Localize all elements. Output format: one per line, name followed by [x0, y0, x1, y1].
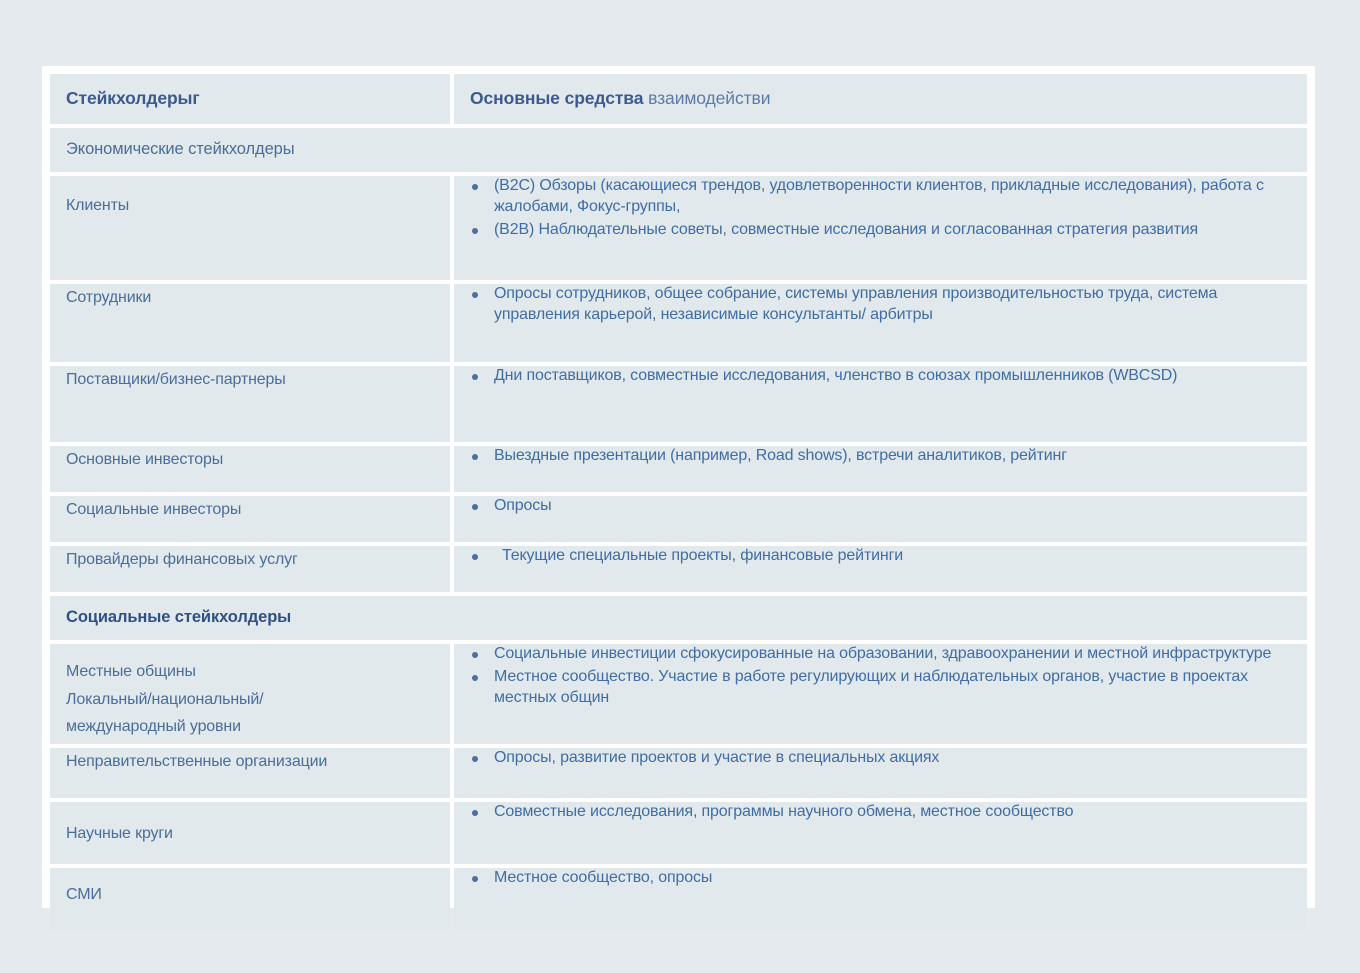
table-body	[50, 74, 1307, 930]
row-label-line: Научные круги	[66, 825, 173, 842]
bullet-list	[454, 366, 1307, 387]
row-label-line: Провайдеры финансовых услуг	[66, 551, 298, 568]
table-row	[50, 644, 1307, 744]
row-label-cell-financial-providers	[50, 546, 450, 592]
row-label-line: Местные общины	[66, 663, 196, 680]
bullet-dot-icon	[472, 810, 478, 816]
bullet-list	[454, 802, 1307, 823]
table-row	[50, 176, 1307, 280]
row-content-cell-employees	[454, 284, 1307, 362]
row-label-line: Социальные инвесторы	[66, 501, 242, 518]
row-label-line: СМИ	[66, 886, 102, 903]
row-label-cell-media	[50, 868, 450, 930]
section-row-social	[50, 596, 1307, 640]
list-item-text: Совместные исследования, программы научного обмена, местное сообщество	[494, 803, 1074, 820]
header-text-engagement-strong: Основные средства	[470, 88, 644, 108]
table-header-row	[50, 74, 1307, 124]
bullet-dot-icon	[472, 292, 478, 298]
row-label-cell-ngo	[50, 748, 450, 798]
list-item-text: Местное сообщество. Участие в работе регулирующих и наблюдательных органов, участие в проектах местных общин	[494, 667, 1249, 706]
row-content-cell-financial-providers	[454, 546, 1307, 592]
bullet-dot-icon	[472, 652, 478, 658]
list-item	[454, 220, 1307, 241]
row-label-media	[50, 868, 450, 909]
row-label-financial-providers	[50, 546, 450, 574]
list-item	[454, 366, 1307, 387]
table-row	[50, 546, 1307, 592]
row-label-cell-suppliers	[50, 366, 450, 442]
row-label-line: Основные инвесторы	[66, 451, 224, 468]
bullet-dot-icon	[472, 228, 478, 234]
row-label-academia	[50, 802, 450, 848]
row-content-cell-communities	[454, 644, 1307, 744]
bullet-dot-icon	[472, 554, 478, 560]
list-item-text: (B2B) Наблюдательные советы, совместные исследования и согласованная стратегия развития	[494, 220, 1199, 238]
table-row	[50, 446, 1307, 492]
bullet-list	[454, 496, 1307, 517]
list-item	[454, 868, 1307, 889]
row-label-cell-key-investors	[50, 446, 450, 492]
bullet-list	[454, 446, 1307, 467]
row-content-cell-social-investors	[454, 496, 1307, 542]
list-item-text: (B2C) Обзоры (касающиеся трендов, удовлетворенности клиентов, прикладные исследования), работа с жалобами, Фокус-группы,	[494, 177, 1264, 215]
row-content-cell-ngo	[454, 748, 1307, 798]
list-item	[454, 496, 1307, 517]
header-label-stakeholders	[50, 74, 450, 109]
table-row	[50, 748, 1307, 798]
list-item	[454, 644, 1307, 665]
header-cell-stakeholders	[50, 74, 450, 124]
list-item	[454, 284, 1307, 326]
row-content-cell-clients	[454, 176, 1307, 280]
bullet-dot-icon	[472, 876, 478, 882]
bullet-list	[454, 644, 1307, 708]
section-cell-economic	[50, 128, 1307, 172]
row-label-line: Неправительственные организации	[66, 753, 328, 770]
header-cell-engagement	[454, 74, 1307, 124]
bullet-dot-icon	[472, 184, 478, 190]
row-label-line: Локальный/национальный/	[66, 690, 264, 708]
row-content-cell-suppliers	[454, 366, 1307, 442]
row-label-line: международный уровни	[66, 718, 241, 736]
row-label-employees	[50, 284, 450, 312]
table-row	[50, 802, 1307, 864]
row-content-cell-academia	[454, 802, 1307, 864]
list-item-text: Текущие специальные проекты, финансовые рейтинги	[502, 547, 904, 564]
bullet-dot-icon	[472, 504, 478, 510]
table-row	[50, 366, 1307, 442]
row-label-line: Сотрудники	[66, 289, 152, 306]
list-item	[454, 667, 1307, 709]
list-item-text: Дни поставщиков, совместные исследования, членство в союзах промышленников (WBCSD)	[494, 367, 1178, 384]
row-label-communities	[50, 644, 450, 741]
list-item-text: Выездные презентации (например, Road shows), встречи аналитиков, рейтинг	[494, 447, 1067, 464]
table-row	[50, 868, 1307, 930]
row-label-cell-communities	[50, 644, 450, 744]
list-item	[454, 802, 1307, 823]
header-text-engagement-light: взаимодействи	[643, 88, 771, 108]
list-item	[454, 446, 1307, 467]
section-cell-social	[50, 596, 1307, 640]
list-item-text: Опросы	[494, 497, 552, 514]
row-content-cell-media	[454, 868, 1307, 930]
row-label-line: Клиенты	[66, 197, 130, 214]
table-row	[50, 284, 1307, 362]
row-label-cell-academia	[50, 802, 450, 864]
list-item-text: Социальные инвестиции сфокусированные на образовании, здравоохранении и местной инфраструктуре	[494, 645, 1272, 662]
row-label-key-investors	[50, 446, 450, 474]
bullet-list	[454, 176, 1307, 240]
section-title-economic: Экономические стейкхолдеры	[66, 140, 295, 158]
row-label-suppliers	[50, 366, 450, 394]
bullet-list	[454, 868, 1307, 889]
list-item-text: Местное сообщество, опросы	[494, 869, 713, 886]
row-label-line: Поставщики/бизнес-партнеры	[66, 371, 286, 388]
bullet-list	[454, 284, 1307, 326]
list-item	[454, 748, 1307, 769]
list-item	[454, 546, 1307, 567]
section-row-economic	[50, 128, 1307, 172]
row-label-clients	[50, 176, 450, 220]
row-label-cell-clients	[50, 176, 450, 280]
list-item-text: Опросы сотрудников, общее собрание, системы управления производительностью труда, система управления карьерой, независимые консультанты/ арбитры	[494, 285, 1218, 323]
bullet-dot-icon	[472, 454, 478, 460]
bullet-dot-icon	[472, 675, 478, 681]
table-row	[50, 496, 1307, 542]
stakeholders-table	[46, 70, 1311, 934]
header-label-engagement	[454, 74, 1307, 109]
stakeholders-table-frame	[42, 66, 1315, 908]
row-label-cell-employees	[50, 284, 450, 362]
section-title-social: Социальные стейкхолдеры	[66, 608, 292, 626]
row-label-ngo	[50, 748, 450, 776]
row-label-social-investors	[50, 496, 450, 524]
bullet-dot-icon	[472, 374, 478, 380]
list-item-text: Опросы, развитие проектов и участие в специальных акциях	[494, 749, 940, 766]
bullet-dot-icon	[472, 756, 478, 762]
bullet-list	[454, 748, 1307, 769]
bullet-list	[454, 546, 1307, 567]
list-item	[454, 176, 1307, 218]
row-label-cell-social-investors	[50, 496, 450, 542]
header-text-stakeholders: Стейкхолдерыг	[66, 88, 200, 108]
row-content-cell-key-investors	[454, 446, 1307, 492]
